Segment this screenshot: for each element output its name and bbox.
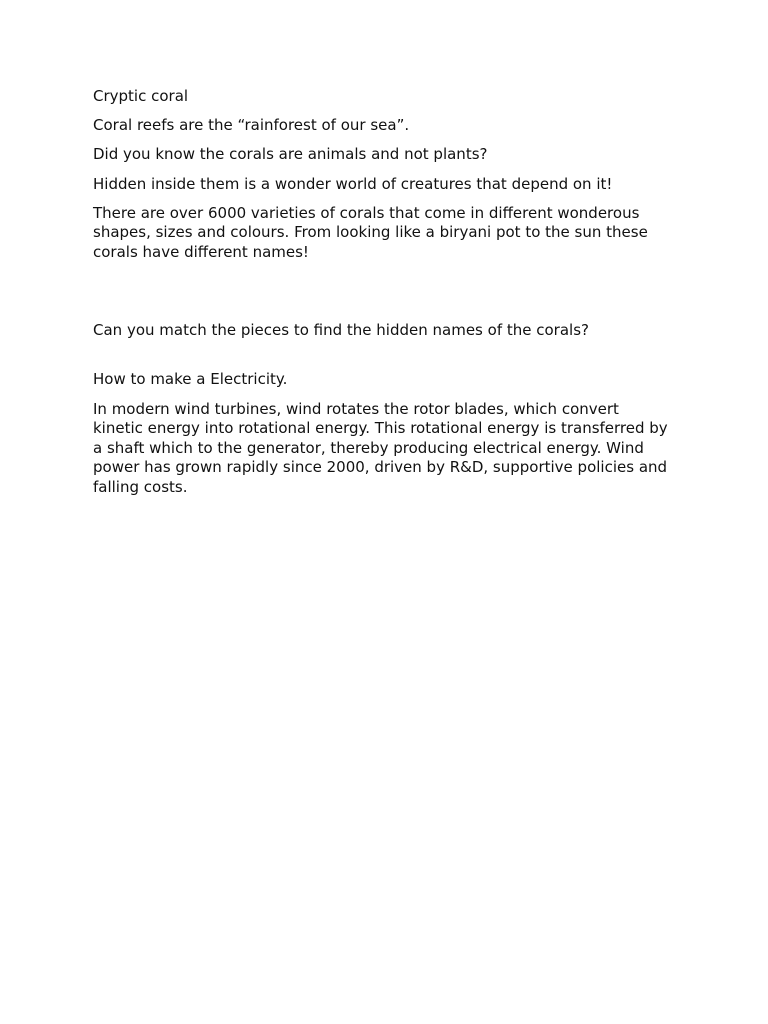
document-body	[93, 87, 673, 507]
paragraph-match-question: Can you match the pieces to find the hidden names of the corals?	[93, 321, 589, 340]
blank-space	[93, 272, 673, 321]
paragraph-rainforest: Coral reefs are the “rainforest of our sea”.	[93, 116, 410, 135]
paragraph-wind-turbines: In modern wind turbines, wind rotates the rotor blades, which convert kinetic energy into rotational energy. This rotational energy is transferred by a shaft which to the generator, thereby producing electrical energy. Wind power has grown rapidly since 2000, driven by R&D, supportive policies and falling costs.	[93, 399, 668, 496]
paragraph-animals: Did you know the corals are animals and not plants?	[93, 145, 488, 164]
paragraph-hidden-world: Hidden inside them is a wonder world of creatures that depend on it!	[93, 174, 613, 193]
paragraph-electricity-heading: How to make a Electricity.	[93, 370, 288, 389]
paragraph-varieties: There are over 6000 varieties of corals that come in different wonderous shapes, sizes and colours. From looking like a biryani pot to the sun these corals have different names!	[93, 203, 648, 261]
blank-space	[93, 350, 673, 370]
paragraph-title: Cryptic coral	[93, 87, 189, 105]
